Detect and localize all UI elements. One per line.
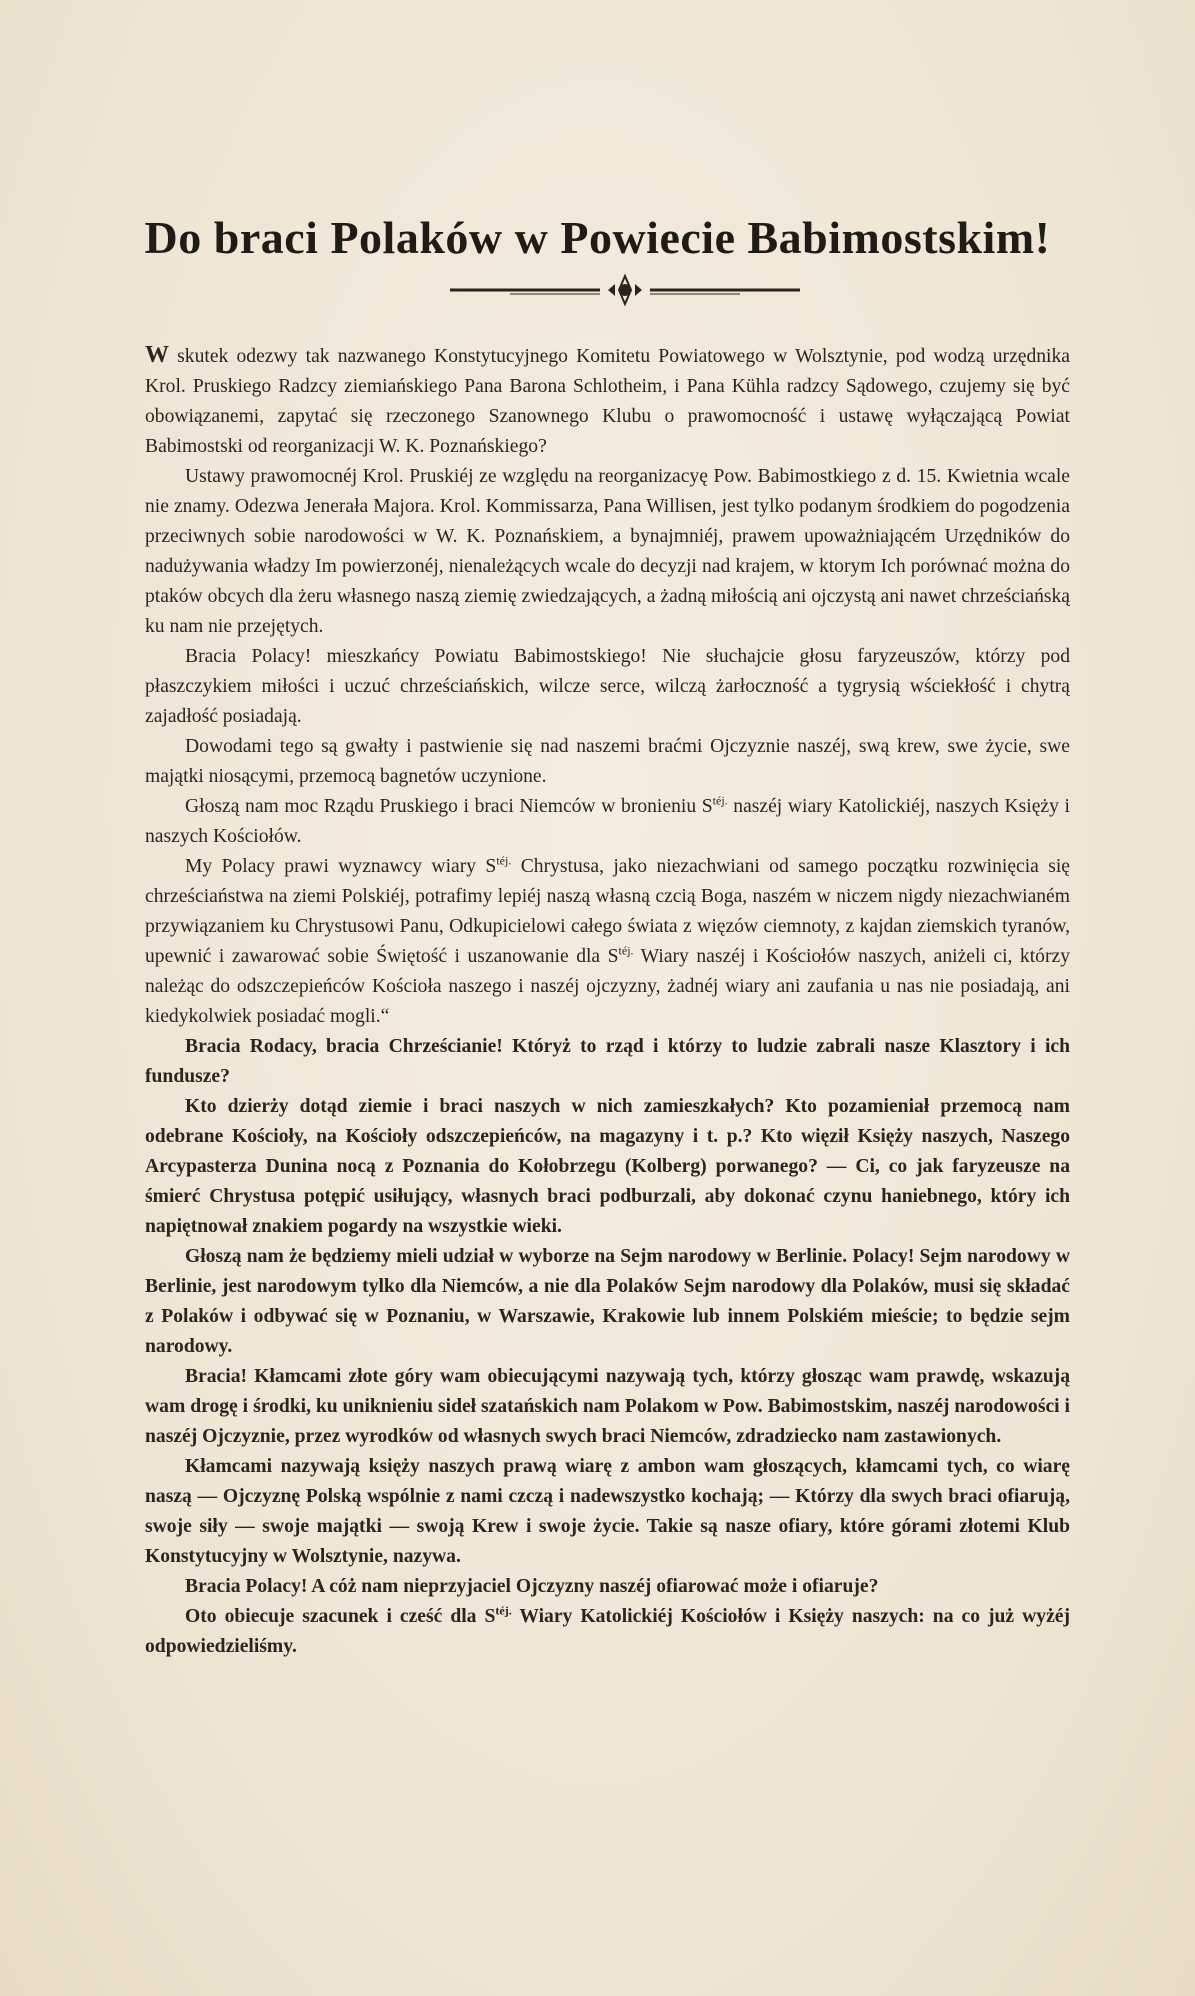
paragraph-text: skutek odezwy tak nazwanego Konstytucyjnego Komitetu Powiatowego w Wolsztynie, pod wodzą urzędnika Krol. Pruskiego Radzcy ziemiańskiego Pana Barona Schlotheim, i Pana Kühla radzcy Sądowego, czujemy się być obowiązanemi, zapytać się rzeczonego Szanownego Klubu o prawomocność i ustawę wyłączającą Powiat Babimostski od reorganizacji W. K. Poznańskiego? [145, 346, 1070, 457]
drop-capital: W [145, 342, 169, 368]
paragraph-3: Bracia Polacy! mieszkańcy Powiatu Babimostskiego! Nie słuchajcie głosu faryzeuszów, którzy pod płaszczykiem miłości i uczuć chrześciańskich, wilcze serce, wilczą żarłoczność a tygrysią wściekłość i chytrą zajadłość posiadają. [145, 646, 1070, 727]
paragraph-text: naszéj wiary Katolickiéj, naszych Księży i naszych Kościołów. [145, 796, 1070, 847]
paragraph-1 [145, 340, 1070, 462]
paragraph-12: Bracia Polacy! A cóż nam nieprzyjaciel Ojczyzny naszéj ofiarować może i ofiaruje? [185, 1576, 879, 1597]
superscript-abbrev: téj. [712, 793, 728, 808]
paragraph-4: Dowodami tego są gwałty i pastwienie się nad naszemi braćmi Ojczyznie naszéj, swą krew, swe życie, swe majątki niosącymi, przemocą bagnetów uczynione. [145, 736, 1070, 787]
superscript-abbrev: téj. [496, 853, 512, 868]
paragraph-text: Głoszą nam moc Rządu Pruskiego i braci Niemców w bronieniu S [185, 796, 713, 817]
paragraph-text: My Polacy prawi wyznawcy wiary S [185, 856, 497, 877]
superscript-abbrev: téj. [618, 943, 634, 958]
paragraph-text: Wiary naszéj i Kościołów naszych, aniżeli ci, którzy należąc do odszczepieńców Kościoła naszego i naszéj ojczyzny, żadnéj wiary ani zaufania u nas nie posiadają, ani kiedykolwiek posiadać mogli.“ [145, 946, 1070, 1027]
paragraph-text: Oto obiecuje szacunek i cześć dla S [185, 1606, 496, 1627]
paragraph-7: Bracia Rodacy, bracia Chrześcianie! Któryż to rząd i którzy to ludzie zabrali nasze Klasztory i ich fundusze? [145, 1036, 1070, 1087]
paragraph-11: Kłamcami nazywają księży naszych prawą wiarę z ambon wam głoszących, kłamcami tych, co wiarę naszą — Ojczyznę Polską wspólnie z nami czczą i nadewszystko kochają; — Którzy dla swych braci ofiarują, swoje siły — swoje majątki — swoją Krew i swoje życie. Takie są nasze ofiary, które górami złotemi Klub Konstytucyjny w Wolsztynie, nazywa. [145, 1456, 1070, 1567]
superscript-abbrev: téj. [495, 1603, 512, 1618]
paragraph-text: Wiary Katolickiéj Kościołów i Księży naszych: na co już wyżéj odpowiedzieliśmy. [145, 1606, 1070, 1657]
paragraph-5 [145, 792, 1070, 852]
fleuron-rule-icon [450, 270, 800, 310]
paragraph-10: Bracia! Kłamcami złote góry wam obiecującymi nazywają tych, którzy głosząc wam prawdę, wskazują wam drogę i środki, ku uniknieniu sideł szatańskich nam Polakom w Pow. Babimostskim, naszéj narodowości i naszéj Ojczyznie, przez wyrodków od własnych swych braci Niemców, zdradziecko nam zastawionych. [145, 1366, 1070, 1447]
paragraph-13 [145, 1602, 1070, 1662]
paragraph-8: Kto dzierży dotąd ziemie i braci naszych w nich zamieszkałych? Kto pozamieniał przemocą nam odebrane Kościoły, na Kościoły odszczepieńców, na magazyny i t. p.? Kto więził Księży naszych, Naszego Arcypasterza Dunina nocą z Poznania do Kołobrzegu (Kolberg) porwanego? — Ci, co jak faryzeusze na śmierć Chrystusa potępić usiłujący, własnych braci podburzali, aby dokonać czynu haniebnego, który ich napiętnował znakiem pogardy na wszystkie wieki. [145, 1096, 1070, 1237]
paragraph-9: Głoszą nam że będziemy mieli udział w wyborze na Sejm narodowy w Berlinie. Polacy! Sejm narodowy w Berlinie, jest narodowym tylko dla Niemców, a nie dla Polaków Sejm narodowy dla Polaków, musi się składać z Polaków i odbywać się w Poznaniu, w Warszawie, Krakowie lub innem Polskiém mieście; to będzie sejm narodowy. [145, 1246, 1070, 1357]
paragraph-2: Ustawy prawomocnéj Krol. Pruskiéj ze względu na reorganizacyę Pow. Babimostkiego z d. 15. Kwietnia wcale nie znamy. Odezwa Jenerała Majora. Krol. Kommissarza, Pana Willisen, jest tylko podanym środkiem do pogodzenia przeciwnych sobie narodowości w W. K. Poznańskiem, a bynajmniéj, prawem upoważniającém Urzędników do nadużywania władzy Im powierzonéj, nienależących wcale do decyzji nad krajem, w ktorym Ich porównać można do ptaków obcych dla żeru własnego naszą ziemię zwiedzających, a żadną miłością ani ojczystą ani nawet chrześciańską ku nam nie przejętych. [145, 466, 1070, 637]
paragraph-6 [145, 852, 1070, 1032]
paragraph-text: Chrystusa, jako niezachwiani od samego początku rozwinięcia się chrześciaństwa na ziemi Polskiéj, potrafimy lepiéj naszą własną czcią Boga, naszém w niczem nigdy niezachwianém przywiązaniem ku Chrystusowi Panu, Odkupicielowi całego świata z więzów ciemnoty, z kajdan ziemskich tyranów, upewnić i zawarować sobie Świętość i uszanowanie dla S [145, 856, 1070, 967]
body-text [145, 340, 1070, 1662]
page-title: Do braci Polaków w Powiecie Babimostskim! [144, 211, 1051, 263]
